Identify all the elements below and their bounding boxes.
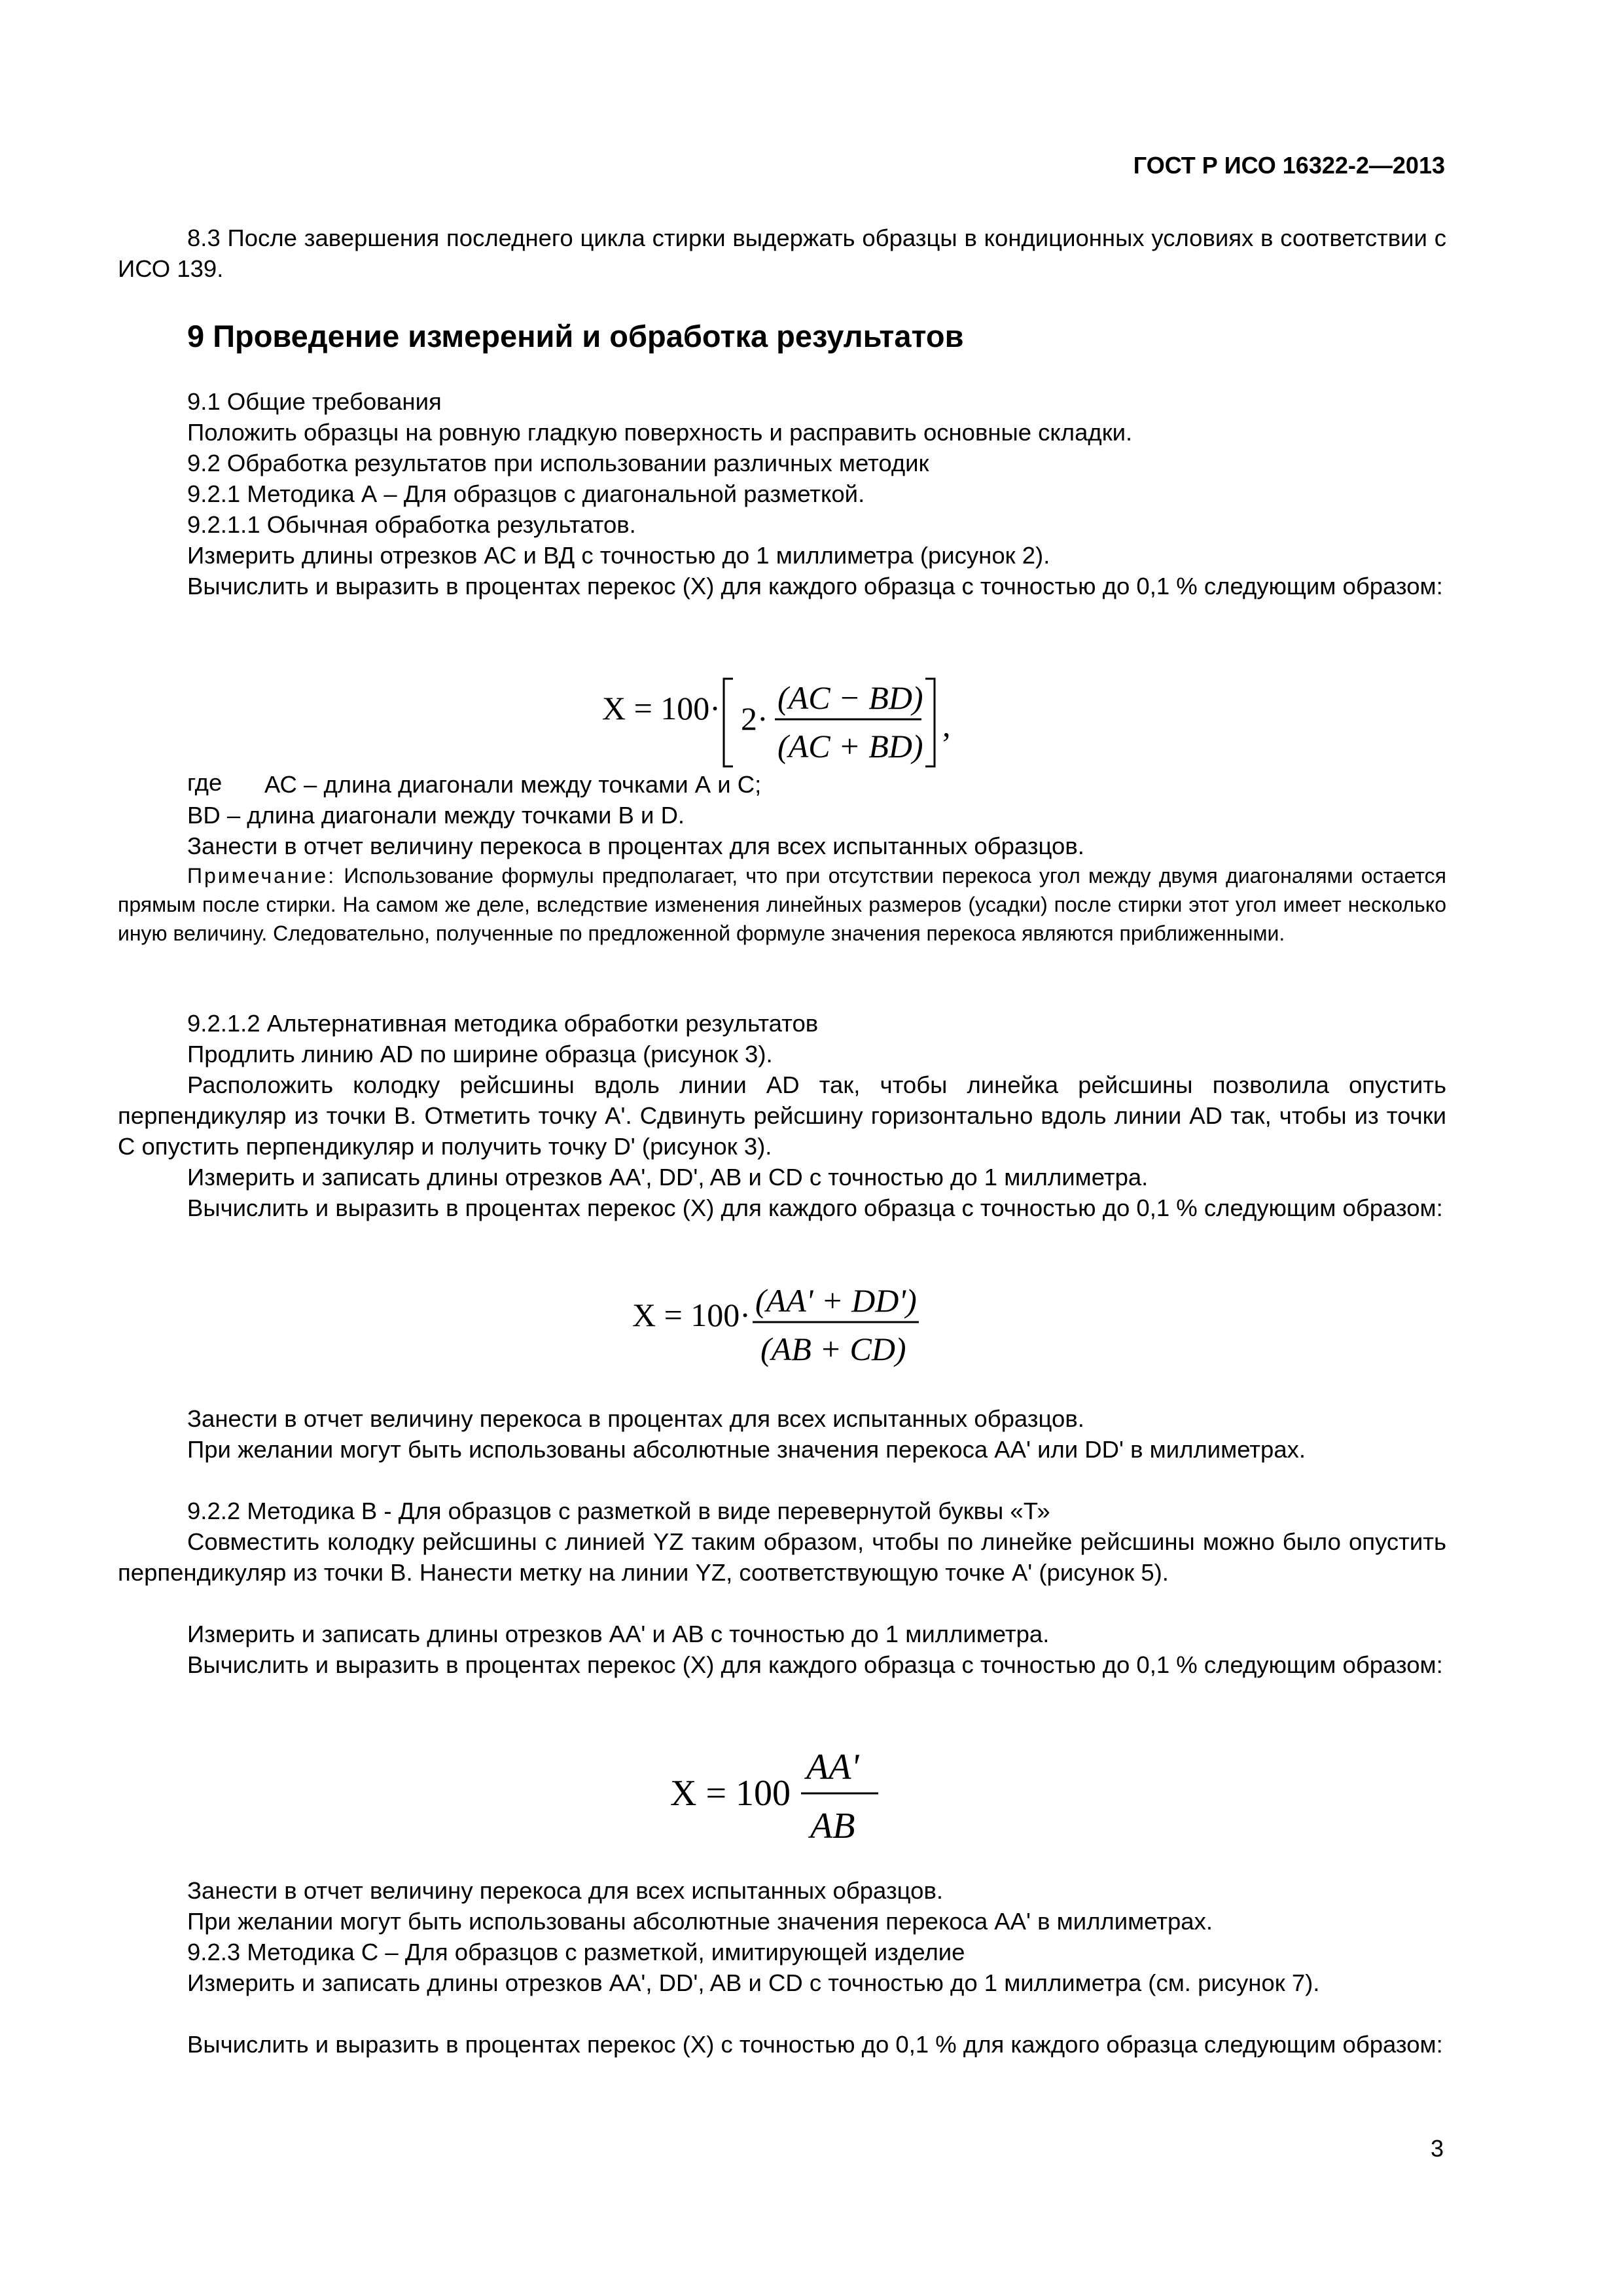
formula1-right-bracket bbox=[925, 679, 935, 766]
formula3-denominator: AB bbox=[810, 1806, 855, 1846]
paragraph-measure-ac-bd: Измерить длины отрезков АС и ВД с точностью до 1 миллиметра (рисунок 2). bbox=[187, 542, 1050, 569]
subsection-9-2-3: 9.2.3 Методика С – Для образцов с разметкой, имитирующей изделие bbox=[187, 1939, 965, 1965]
paragraph-absolute-values-1: При желании могут быть использованы абсолютные значения перекоса AA' или DD' в миллиметрах. bbox=[187, 1436, 1306, 1463]
paragraph-place-samples: Положить образцы на ровную гладкую поверхность и расправить основные складки. bbox=[187, 419, 1133, 446]
formula-skew-alternative bbox=[632, 1278, 933, 1376]
definition-ac: АС – длина диагонали между точками А и С; bbox=[264, 771, 762, 798]
note-text: Использование формулы предполагает, что при отсутствии перекоса угол между двумя диагоналями остается прямым после стирки. На самом же деле, вследствие изменения линейных размеров (усадки) после стирки этот угол имеет несколько иную величину. Следовательно, полученные по предложенной формуле значения перекоса являются приближенными. bbox=[118, 864, 1446, 945]
formula3-lhs: X = 100 bbox=[670, 1773, 791, 1814]
subsection-9-2-2: 9.2.2 Методика В - Для образцов с разметкой в виде перевернутой буквы «Т» bbox=[187, 1498, 1050, 1524]
formula1-numerator: (AC − BD) bbox=[777, 679, 923, 716]
paragraph-measure-aa-dd: Измерить и записать длины отрезков АА', DD', AB и CD с точностью до 1 миллиметра. bbox=[187, 1164, 1149, 1191]
paragraph-absolute-values-2: При желании могут быть использованы абсолютные значения перекоса АА' в миллиметрах. bbox=[187, 1908, 1213, 1935]
formula2-numerator: (AA' + DD') bbox=[755, 1282, 917, 1319]
subsection-9-1: 9.1 Общие требования bbox=[187, 388, 442, 415]
formula1-denominator: (AC + BD) bbox=[777, 728, 923, 764]
paragraph-calc-intro-4: Вычислить и выразить в процентах перекос (X) с точностью до 0,1 % для каждого образца следующим образом: bbox=[187, 2031, 1443, 2058]
paragraph-calc-intro-3: Вычислить и выразить в процентах перекос (X) для каждого образца с точностью до 0,1 % следующим образом: bbox=[187, 1651, 1443, 1678]
subsection-9-2-1-2: 9.2.1.2 Альтернативная методика обработки результатов bbox=[187, 1010, 819, 1037]
formula2-denominator: (AB + CD) bbox=[760, 1331, 906, 1367]
formula-skew-diagonal bbox=[602, 671, 969, 776]
section-9-heading: 9 Проведение измерений и обработка результатов bbox=[187, 319, 964, 353]
paragraph-tsquare-ad: Расположить колодку рейсшины вдоль линии AD так, чтобы линейка рейсшины позволила опустить перпендикуляр из точки В. Отметить точку А'. Сдвинуть рейсшину горизонтально вдоль линии AD так, чтобы из точки С опустить перпендикуляр и получить точку D' (рисунок 3). bbox=[118, 1071, 1446, 1160]
subsection-9-2-1: 9.2.1 Методика А – Для образцов с диагональной разметкой. bbox=[187, 480, 865, 507]
formula1-coef: 2· bbox=[741, 700, 768, 737]
paragraph-calc-intro-2: Вычислить и выразить в процентах перекос (X) для каждого образца с точностью до 0,1 % следующим образом: bbox=[187, 1194, 1443, 1221]
paragraph-measure-aa-ab: Измерить и записать длины отрезков АА' и АВ с точностью до 1 миллиметра. bbox=[187, 1621, 1050, 1647]
paragraph-extend-ad: Продлить линию AD по ширине образца (рисунок 3). bbox=[187, 1041, 773, 1067]
formula1-left-bracket bbox=[724, 679, 733, 766]
paragraph-report-2: Занести в отчет величину перекоса в процентах для всех испытанных образцов. bbox=[187, 1405, 1084, 1432]
note-label: Примечание: bbox=[187, 864, 336, 888]
page-number: 3 bbox=[1430, 2135, 1444, 2162]
subsection-9-2-1-1: 9.2.1.1 Обычная обработка результатов. bbox=[187, 511, 636, 538]
subsection-9-2: 9.2 Обработка результатов при использовании различных методик bbox=[187, 450, 929, 476]
formula1-comma: , bbox=[942, 707, 951, 744]
formula2-lhs: X = 100· bbox=[632, 1297, 751, 1333]
paragraph-measure-method-c: Измерить и записать длины отрезков АА', DD', AB и CD с точностью до 1 миллиметра (см. рисунок 7). bbox=[187, 1969, 1320, 1996]
formula-skew-method-b bbox=[670, 1741, 880, 1852]
paragraph-report-3: Занести в отчет величину перекоса для всех испытанных образцов. bbox=[187, 1877, 944, 1904]
definition-bd: BD – длина диагонали между точками В и D. bbox=[187, 802, 685, 829]
paragraph-report-1: Занести в отчет величину перекоса в процентах для всех испытанных образцов. bbox=[187, 833, 1084, 859]
document-code-header: ГОСТ Р ИСО 16322-2—2013 bbox=[1133, 152, 1445, 179]
note-block bbox=[118, 861, 1446, 948]
where-label: где bbox=[187, 769, 223, 796]
formula3-numerator: AA' bbox=[806, 1747, 859, 1787]
paragraph-calc-intro-1: Вычислить и выразить в процентах перекос (X) для каждого образца с точностью до 0,1 % следующим образом: bbox=[187, 573, 1443, 600]
formula1-lhs: X = 100· bbox=[602, 690, 721, 726]
paragraph-tsquare-yz: Совместить колодку рейсшины с линией YZ таким образом, чтобы по линейке рейсшины можно было опустить перпендикуляр из точки В. Нанести метку на линии YZ, соответствующую точке А' (рисунок 5). bbox=[118, 1528, 1446, 1586]
paragraph-8-3: 8.3 После завершения последнего цикла стирки выдержать образцы в кондиционных условиях в соответствии с ИСО 139. bbox=[118, 224, 1446, 282]
